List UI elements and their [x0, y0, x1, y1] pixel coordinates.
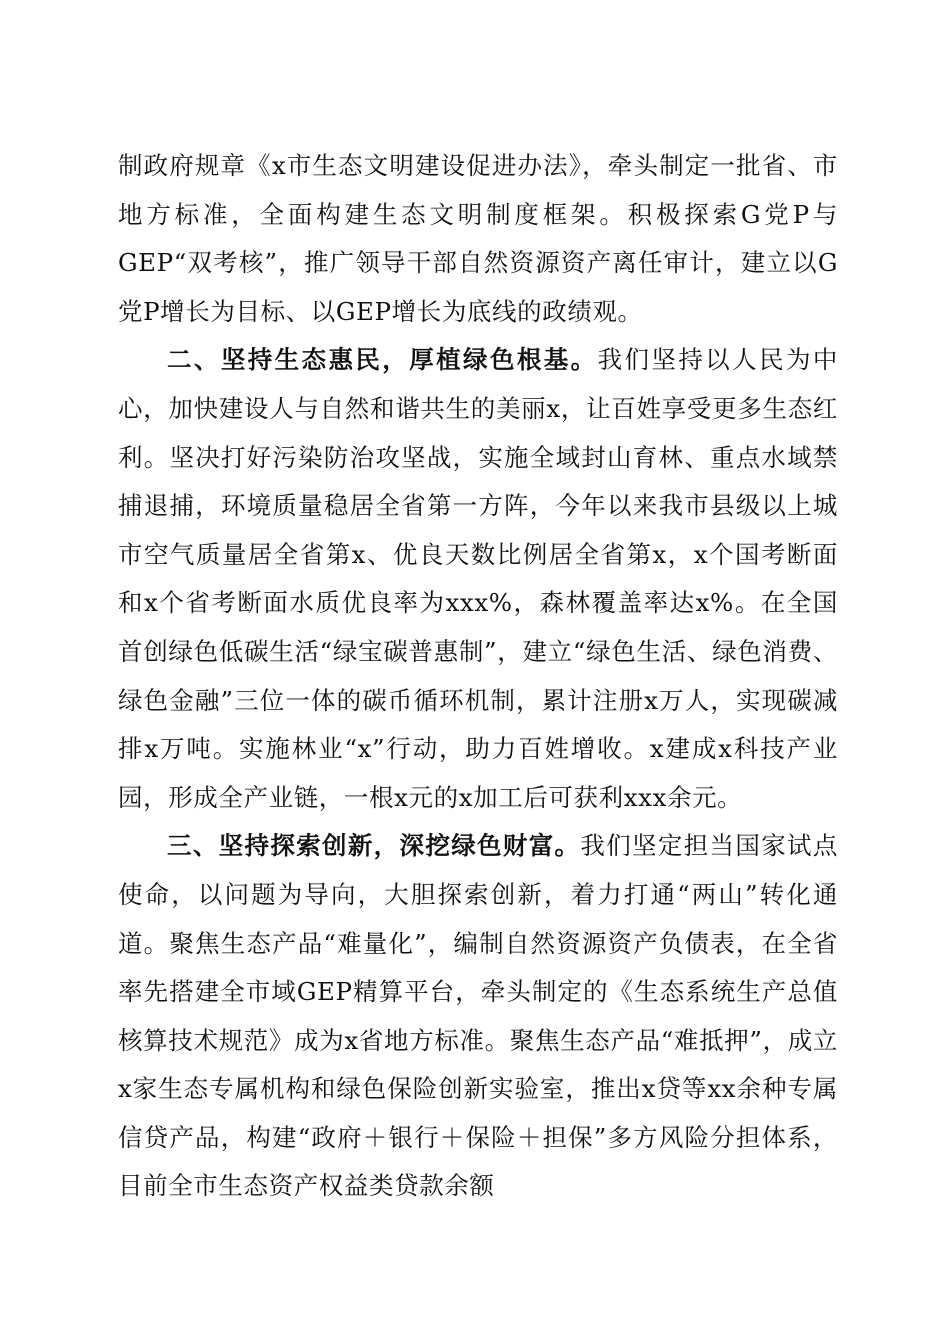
paragraph-continuation — [118, 142, 838, 336]
section-heading: 三、坚持探索创新，深挖绿色财富。 — [167, 831, 581, 861]
paragraph-text: 我们坚定担当国家试点使命，以问题为导向，大胆探索创新，着力打通“两山”转化通道。聚焦生态产品“难量化”，编制自然资源资产负债表，在全省率先搭建全市域GEP精算平台，牵头制定的《生态系统生产总值核算技术规范》成为x省地方标准。聚焦生态产品“难抵押”，成立x家生态专属机构和绿色保险创新实验室，推出x贷等xx余种专属信贷产品，构建“政府＋银行＋保险＋担保”多方风险分担体系，目前全市生态资产权益类贷款余额 — [118, 831, 838, 1201]
paragraph-text: 制政府规章《x市生态文明建设促进办法》，牵头制定一批省、市地方标准，全面构建生态文明制度框架。积极探索G党P与GEP“双考核”，推广领导干部自然资源资产离任审计，建立以G党P增长为目标、以GEP增长为底线的政绩观。 — [118, 151, 838, 326]
section-heading: 二、坚持生态惠民，厚植绿色根基。 — [167, 345, 598, 375]
paragraph-section-three — [118, 822, 838, 1211]
paragraph-text: 我们坚持以人民为中心，加快建设人与自然和谐共生的美丽x，让百姓享受更多生态红利。坚决打好污染防治攻坚战，实施全域封山育林、重点水域禁捕退捕，环境质量稳居全省第一方阵，今年以来我市县级以上城市空气质量居全省第x、优良天数比例居全省第x，x个国考断面和x个省考断面水质优良率为xxx%，森林覆盖率达x%。在全国首创绿色低碳生活“绿宝碳普惠制”，建立“绿色生活、绿色消费、绿色金融”三位一体的碳币循环机制，累计注册x万人，实现碳减排x万吨。实施林业“x”行动，助力百姓增收。x建成x科技产业园，形成全产业链，一根x元的x加工后可获利xxx余元。 — [118, 345, 838, 812]
paragraph-section-two — [118, 336, 838, 822]
document-body — [118, 142, 838, 1211]
